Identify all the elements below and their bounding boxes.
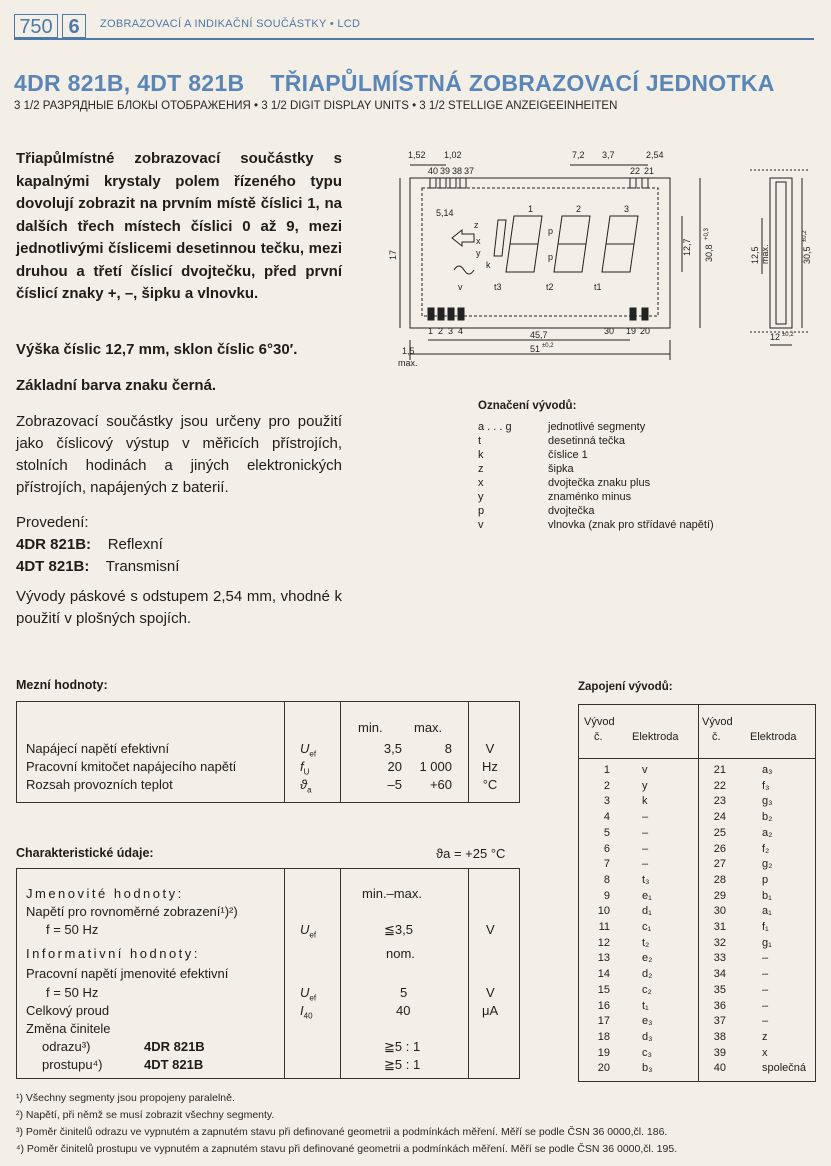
legend-value: dvojtečka znaku plus [548, 477, 651, 489]
lead-paragraph: Třiapůlmístné zobrazovací součástky s kapalnými krystaly polem řízeného typu dovolují zobrazit na prvním místě číslici 1, na dalších třech místech číslici 0 až 9, mezi jednotlivými číslicemi desetinnou tečku, mezi druhou a třetí číslicí dvojtečku, před první číslicí znaky +, –, šipku a vlnovku. [16, 150, 342, 302]
pin-label: 22 [630, 166, 641, 176]
legend-key: p [478, 505, 485, 517]
pin-label: 21 [644, 166, 655, 176]
limits-title: Mezní hodnoty: [16, 678, 108, 692]
side-view [770, 178, 792, 328]
pin-electrode: f₃ [762, 779, 770, 792]
legend-item [478, 504, 714, 518]
informative-heading: Informativní hodnoty: [26, 946, 200, 961]
pin-electrode: g₂ [762, 858, 773, 871]
pin-electrode: – [642, 858, 649, 871]
header-rule [14, 38, 814, 40]
char-row-symbol [300, 922, 316, 940]
char-row-unit: μA [482, 1003, 499, 1018]
char-row-part: 4DT 821B [144, 1057, 204, 1072]
pin-electrode: k [642, 795, 648, 808]
col-max: max. [414, 720, 443, 735]
pin-electrode: c₂ [642, 983, 652, 996]
section-number: 6 [62, 14, 86, 38]
multilingual-subtitle: 3 1/2 РАЗРЯДНЫЕ БЛОКЫ ОТОБРАЖЕНИЯ • 3 1/2 DIGIT DISPLAY UNITS • 3 1/2 STELLIGE ANZEIGEEINHEITEN [14, 100, 618, 112]
dim-label: 5,14 [436, 208, 454, 218]
pin-electrode: a₂ [762, 826, 773, 839]
pin-label: 40 [428, 166, 439, 176]
variant-part: 4DT 821B: [16, 558, 90, 575]
char-row-cond: f = 50 Hz [46, 985, 99, 1000]
pin-number: 35 [713, 983, 726, 996]
char-row-symbol [300, 1003, 313, 1021]
top-pins [430, 178, 648, 188]
pin-number: 8 [603, 873, 610, 886]
legend-value: jednotlivé segmenty [548, 421, 646, 433]
pin-number: 25 [713, 826, 726, 839]
pin-header-vyvod: Vývod [702, 716, 733, 728]
legend-value: dvojtečka [548, 505, 595, 517]
symbol: U [300, 741, 310, 756]
pin-label: 38 [452, 166, 463, 176]
pin-electrode: p [762, 873, 769, 886]
pin-number: 19 [597, 1046, 610, 1059]
dim-label: 1,52 [408, 150, 426, 160]
dim-label: max. [760, 244, 770, 264]
legend-item [478, 490, 714, 504]
footnote: ¹) Všechny segmenty jsou propojeny paralelně. [16, 1092, 235, 1104]
char-row-unit: V [486, 985, 495, 1000]
nominal-heading: Jmenovité hodnoty: [26, 886, 184, 901]
pin-electrode: – [762, 968, 769, 981]
pin-electrode: d₂ [642, 968, 653, 981]
bottom-pins [428, 308, 648, 320]
legend-item [478, 518, 714, 532]
pin-electrode: x [762, 1046, 768, 1059]
limit-unit: V [485, 741, 495, 756]
pin-header-c: č. [594, 731, 603, 743]
dim-label: 3,7 [602, 150, 615, 160]
char-condition: ϑa = +25 °C [436, 846, 506, 861]
pin-number: 12 [597, 936, 610, 949]
pin-electrode: t₂ [642, 936, 650, 949]
legend-title: Označení vývodů: [478, 400, 577, 412]
pin-electrode: g₃ [762, 795, 773, 808]
segment-label: z [474, 220, 479, 230]
pin-number: 14 [597, 968, 610, 981]
limit-unit: Hz [482, 759, 498, 774]
part-description: TŘIAPŮLMÍSTNÁ ZOBRAZOVACÍ JEDNOTKA [270, 70, 775, 96]
pin-number: 38 [713, 1030, 726, 1043]
pin-number: 9 [603, 889, 610, 902]
pin-number: 24 [713, 811, 726, 824]
pin-number: 3 [603, 795, 610, 808]
pin-electrode: b₁ [762, 889, 772, 902]
limit-label: Napájecí napětí efektivní [26, 741, 170, 756]
part-numbers: 4DR 821B, 4DT 821B [14, 70, 245, 96]
limit-unit: °C [482, 777, 498, 792]
pin-number: 26 [713, 842, 726, 855]
pin-number: 10 [597, 905, 610, 918]
arrow-segment [452, 230, 474, 246]
pin-number: 29 [713, 889, 726, 902]
limit-max: 1 000 [419, 759, 452, 774]
dim-label: 30,5 [802, 246, 812, 264]
pin-electrode: – [642, 811, 649, 824]
symbol-sub: a [307, 785, 312, 795]
pin-number: 40 [713, 1062, 726, 1075]
pin-electrode: – [762, 952, 769, 965]
symbol: U [300, 985, 310, 1000]
legend-item [478, 420, 714, 434]
pin-electrode: z [762, 1030, 768, 1043]
pin-label: 19 [626, 326, 637, 336]
dim-label: 12 [770, 332, 781, 342]
legend-key: z [478, 463, 484, 475]
segment-label: k [486, 260, 491, 270]
pin-number: 33 [713, 952, 726, 965]
pin-electrode: společná [762, 1062, 807, 1075]
col-min: min. [358, 720, 383, 735]
limit-max: 8 [444, 741, 452, 756]
pin-number: 23 [713, 795, 726, 808]
limit-label: Rozsah provozních teplot [26, 777, 173, 792]
pin-electrode: – [762, 1015, 769, 1028]
char-row-label: Celkový proud [26, 1003, 110, 1018]
legend-value: desetinná tečka [548, 435, 626, 447]
page-title [14, 70, 775, 97]
segment-label: p [548, 226, 554, 236]
pin-electrode: b₃ [642, 1062, 653, 1075]
variant-transmissive [16, 556, 179, 578]
char-row-label: Změna činitele [26, 1021, 111, 1036]
pin-electrode: c₁ [642, 921, 652, 933]
pin-number: 37 [713, 1015, 726, 1028]
pin-number: 15 [597, 983, 610, 996]
digit-index: 3 [624, 204, 630, 214]
variant-type: Reflexní [107, 536, 163, 553]
segment-label: x [476, 236, 481, 246]
pin-electrode: d₁ [642, 905, 652, 918]
limit-min: 20 [387, 759, 402, 774]
pin-number: 28 [713, 873, 726, 886]
base-color: Základní barva znaku černá. [16, 377, 217, 394]
pin-electrode: e₂ [642, 952, 653, 965]
pin-number: 11 [598, 921, 610, 933]
digit-4-outline [602, 216, 638, 272]
leads-paragraph: Vývody páskové s odstupem 2,54 mm, vhodné k použití v plošných spojích. [16, 588, 342, 627]
dim-label: 30,8 [704, 244, 714, 262]
pin-number: 13 [597, 952, 610, 965]
pin-header-vyvod: Vývod [584, 716, 615, 728]
pin-label: 39 [440, 166, 451, 176]
pin-number: 27 [713, 858, 726, 871]
dim-label: 51 [530, 344, 541, 354]
segment-label: p [548, 252, 554, 262]
pin-electrode: e₃ [642, 1015, 653, 1028]
pin-number: 1 [603, 764, 610, 776]
pin-electrode: – [762, 999, 769, 1012]
legend-value: vlnovka (znak pro střídavé napětí) [548, 519, 714, 531]
dim-tolerance: ±0,2 [802, 230, 808, 242]
pin-number: 4 [603, 811, 610, 824]
limit-max: +60 [429, 777, 452, 792]
char-row-value: ≧5 : 1 [384, 1039, 421, 1054]
pin-electrode: a₁ [762, 905, 772, 918]
pin-label: 37 [464, 166, 475, 176]
display-outline [410, 178, 670, 328]
symbol-sub: ef [309, 930, 317, 940]
char-row-label: Napětí pro rovnoměrné zobrazení¹)²) [26, 904, 238, 919]
usage-paragraph: Zobrazovací součástky jsou určeny pro použití jako číslicový výstup v měřicích přístrojích, stolních hodinách a jiných elektronických přístrojích, napájených z baterií. [16, 413, 342, 496]
pin-electrode: v [642, 764, 648, 776]
pin-number: 30 [713, 905, 726, 918]
pin-number: 5 [603, 826, 610, 839]
segment-label: t2 [546, 282, 554, 292]
dim-label: 30 [604, 326, 615, 336]
pin-electrode: – [762, 983, 769, 996]
limit-min: 3,5 [383, 741, 402, 756]
segment-label: y [476, 248, 481, 258]
col-minmax: min.–max. [362, 886, 422, 901]
pin-number: 22 [713, 779, 726, 792]
legend-key: x [478, 477, 484, 489]
dim-label: max. [398, 358, 418, 368]
pin-electrode: b₂ [762, 811, 773, 824]
pin-electrode: a₃ [762, 764, 773, 776]
pin-number: 31 [713, 921, 726, 933]
char-row-symbol [300, 985, 316, 1003]
legend-item [478, 448, 714, 462]
pin-number: 39 [713, 1046, 726, 1059]
legend-item [478, 462, 714, 476]
pin-electrode: t₃ [642, 873, 650, 886]
pin-electrode: – [642, 826, 649, 839]
symbol-sub: 40 [303, 1011, 313, 1021]
footnote: ²) Napětí, při němž se musí zobrazit všechny segmenty. [16, 1109, 275, 1121]
char-row-value: ≦3,5 [384, 922, 413, 937]
limit-symbol [300, 759, 309, 777]
legend-key: k [478, 449, 484, 461]
pin-electrode: t₁ [642, 999, 649, 1012]
pinout-table [578, 704, 816, 1082]
page-number: 750 [14, 14, 58, 38]
variant-type: Transmisní [105, 558, 180, 575]
pin-electrode: – [642, 842, 649, 855]
pin-number: 21 [713, 764, 726, 776]
footnote: ⁴) Poměr činitelů prostupu ve vypnutém a zapnutém stavu při definované geometrii a podmínkách měření. Měří se podle ČSN 36 0000,čl. 195. [16, 1143, 678, 1155]
pin-label: 3 [448, 326, 454, 336]
dim-tolerance: ±0,2 [782, 332, 794, 338]
pin-number: 2 [603, 779, 610, 792]
digit-index: 1 [528, 204, 534, 214]
pin-electrode: e₁ [642, 889, 652, 902]
wave-segment [454, 266, 474, 274]
digit-3-outline [554, 216, 590, 272]
legend-item [478, 434, 714, 448]
pin-header-electrode: Elektroda [632, 731, 679, 743]
symbol: U [300, 922, 310, 937]
dim-label: 12,5 [750, 246, 760, 264]
pinout-title: Zapojení vývodů: [578, 681, 673, 693]
pin-number: 20 [597, 1062, 610, 1075]
window-outline [422, 188, 658, 316]
pin-label: 4 [458, 326, 464, 336]
pin-number: 34 [713, 968, 726, 981]
pin-number: 36 [713, 999, 726, 1012]
char-row-label: odrazu³) [42, 1039, 91, 1054]
legend-key: y [478, 491, 484, 503]
pin-number: 7 [603, 858, 610, 871]
dim-tolerance: +0,3 [704, 228, 710, 240]
digit-height: Výška číslic 12,7 mm, sklon číslic 6°30′. [16, 341, 298, 358]
symbol: ϑ [300, 777, 308, 792]
legend-key: t [478, 435, 482, 447]
legend-value: znaménko minus [548, 491, 632, 503]
dim-label: 17 [388, 249, 398, 260]
dimension-drawing [390, 140, 820, 372]
legend-key: v [478, 519, 484, 531]
char-row-cond: f = 50 Hz [46, 922, 99, 937]
variant-part: 4DR 821B: [16, 536, 92, 553]
dim-label: 1,02 [444, 150, 462, 160]
limit-symbol [300, 777, 312, 795]
pin-number: 16 [597, 999, 610, 1012]
footnote: ³) Poměr činitelů odrazu ve vypnutém a zapnutém stavu při definované geometrii a podmínkách měření. Měří se podle ČSN 36 0000,čl. 186. [16, 1126, 668, 1138]
pin-number: 6 [603, 842, 610, 855]
pin-electrode: c₃ [642, 1046, 652, 1059]
variant-reflective [16, 534, 163, 556]
pin-electrode: d₃ [642, 1030, 653, 1043]
pin-electrode: f₁ [762, 921, 769, 933]
segment-label: v [458, 282, 463, 292]
dim-label: 2,54 [646, 150, 664, 160]
limit-label: Pracovní kmitočet napájecího napětí [26, 759, 237, 774]
pin-number: 17 [597, 1015, 610, 1028]
limit-symbol [300, 741, 316, 759]
limit-min: –5 [387, 777, 402, 792]
pin-number: 18 [597, 1030, 610, 1043]
symbol-sub: U [303, 767, 310, 777]
col-nom: nom. [386, 946, 415, 961]
char-row-value: 40 [396, 1003, 411, 1018]
pin-header-electrode: Elektroda [750, 731, 797, 743]
char-row-unit: V [486, 922, 495, 937]
legend-item [478, 476, 714, 490]
digit-index: 2 [576, 204, 582, 214]
char-row-value: 5 [400, 985, 408, 1000]
symbol-sub: ef [309, 749, 317, 759]
char-row-label: Pracovní napětí jmenovité efektivní [26, 966, 229, 981]
char-title: Charakteristické údaje: [16, 846, 154, 860]
char-row-value: ≧5 : 1 [384, 1057, 421, 1072]
segment-label: t3 [494, 282, 502, 292]
variants-label: Provedení: [16, 514, 89, 531]
legend-value: šipka [548, 463, 574, 475]
pin-label: 2 [438, 326, 444, 336]
symbol-sub: ef [309, 993, 317, 1003]
legend-list [478, 420, 714, 532]
segment-label: t1 [594, 282, 602, 292]
dim-label: 45,7 [530, 330, 548, 340]
pin-label: 1 [428, 326, 434, 336]
pin-header-c: č. [712, 731, 721, 743]
symbol: f [300, 759, 304, 774]
pin-label: 20 [640, 326, 651, 336]
symbol: I [300, 1003, 304, 1018]
pin-electrode: g₁ [762, 936, 772, 949]
dim-label: 1,5 [402, 346, 415, 356]
dim-label: 7,2 [572, 150, 585, 160]
char-row-label: prostupu⁴) [42, 1057, 103, 1072]
digit-1-outline [494, 220, 506, 256]
legend-value: číslice 1 [548, 449, 588, 461]
dim-label: 12,7 [682, 238, 692, 256]
dim-tolerance: ±0,2 [542, 343, 554, 349]
pin-electrode: y [642, 779, 648, 792]
pin-electrode: f₂ [762, 842, 770, 855]
legend-key: a . . . g [478, 421, 512, 433]
running-header: ZOBRAZOVACÍ A INDIKAČNÍ SOUČÁSTKY • LCD [100, 18, 361, 30]
char-row-part: 4DR 821B [144, 1039, 205, 1054]
pin-number: 32 [713, 936, 726, 949]
digit-2-outline [506, 216, 542, 272]
